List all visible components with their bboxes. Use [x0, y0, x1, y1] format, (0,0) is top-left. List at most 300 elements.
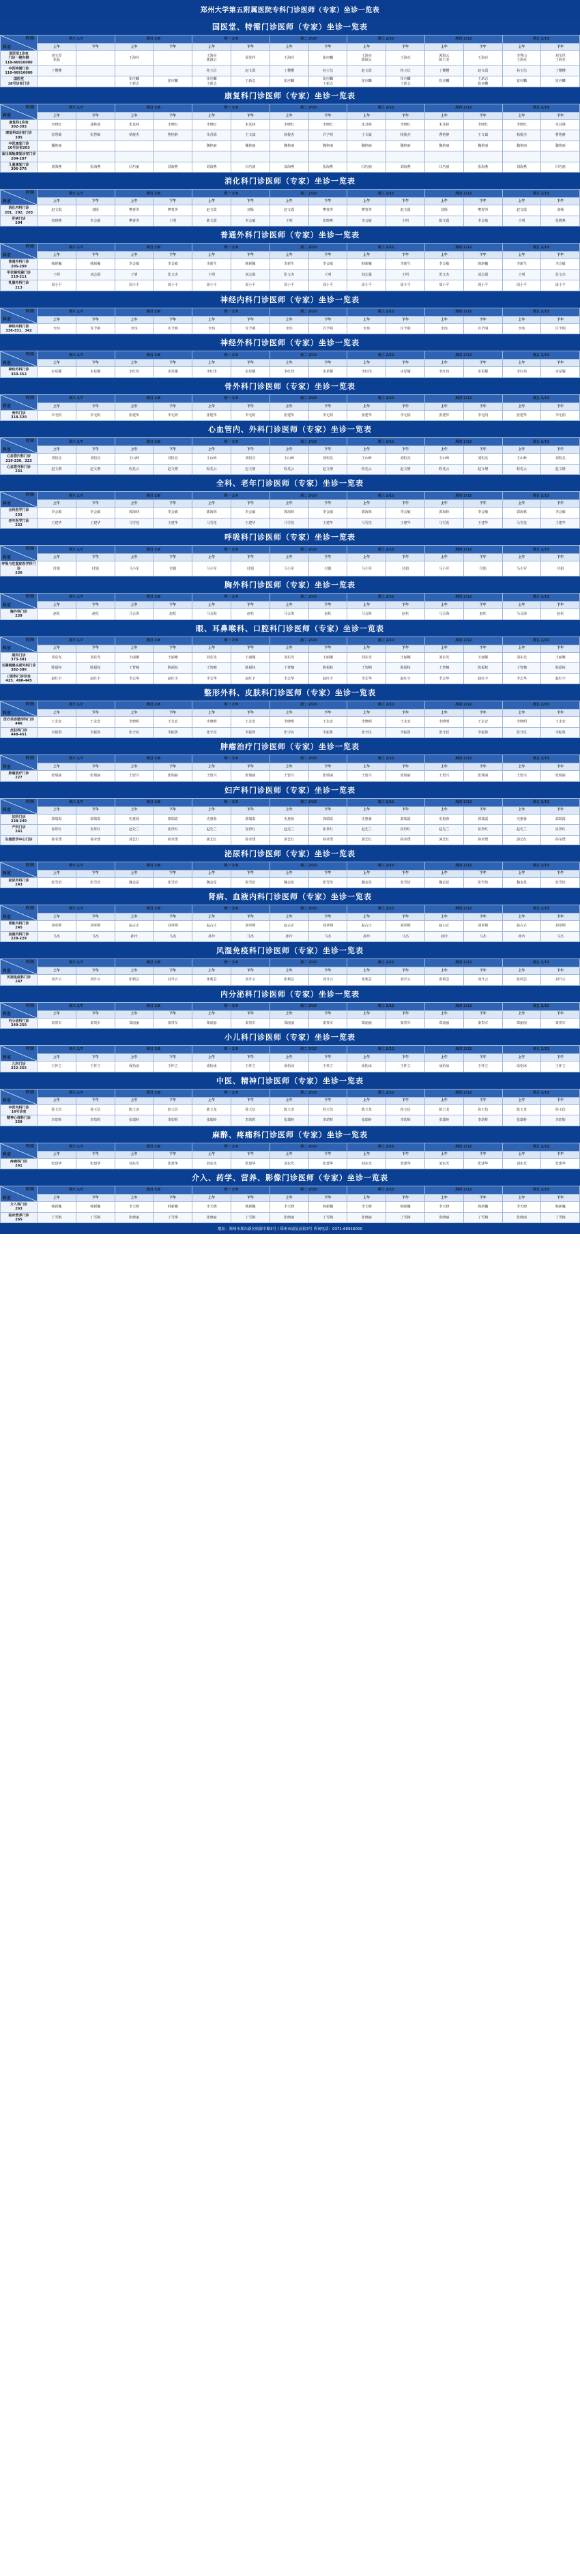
- doctor-cell[interactable]: 赵文增: [154, 464, 192, 475]
- doctor-cell[interactable]: 李无阴: [463, 410, 502, 421]
- doctor-cell[interactable]: 张晓丽: [115, 1212, 154, 1223]
- doctor-cell[interactable]: 朱其林: [425, 119, 464, 130]
- doctor-cell[interactable]: 周小平: [192, 280, 231, 291]
- doctor-cell[interactable]: 刘宝厚 王海亮: [541, 51, 580, 66]
- doctor-cell[interactable]: 王智楠: [270, 663, 308, 674]
- doctor-cell[interactable]: 王山岭: [347, 454, 386, 465]
- doctor-cell[interactable]: 崔世红: [463, 825, 502, 836]
- doctor-cell[interactable]: 周小平: [308, 280, 347, 291]
- doctor-cell[interactable]: 陈福权: [231, 663, 270, 674]
- doctor-cell[interactable]: 刘杨: [76, 205, 115, 216]
- doctor-cell[interactable]: 韩新巍: [38, 259, 76, 270]
- doctor-cell[interactable]: 陈福权: [386, 663, 425, 674]
- doctor-cell[interactable]: 张建华: [425, 410, 464, 421]
- doctor-cell[interactable]: 樊春笋: [115, 205, 154, 216]
- doctor-cell[interactable]: 王留兴: [270, 771, 308, 782]
- doctor-cell[interactable]: 马杰: [38, 931, 76, 942]
- doctor-cell[interactable]: 马会海: [192, 609, 231, 620]
- doctor-cell[interactable]: 王智楠: [347, 663, 386, 674]
- doctor-cell[interactable]: 王永安: [463, 717, 502, 728]
- doctor-cell[interactable]: 王留兴: [347, 771, 386, 782]
- doctor-cell[interactable]: 崔应麟: [308, 51, 347, 66]
- doctor-cell[interactable]: 王海亮: [270, 51, 308, 66]
- doctor-cell[interactable]: 刘东光: [425, 1158, 464, 1169]
- doctor-cell[interactable]: 李玮: [502, 323, 541, 334]
- doctor-cell[interactable]: 陈福权: [308, 663, 347, 674]
- doctor-cell[interactable]: 孙玲: [502, 931, 541, 942]
- doctor-cell[interactable]: 刘海燕: [502, 162, 541, 173]
- doctor-cell[interactable]: 崔应麟 王新志: [386, 76, 425, 87]
- doctor-cell[interactable]: 李无阴: [76, 410, 115, 421]
- doctor-cell[interactable]: 张建华: [270, 410, 308, 421]
- doctor-cell[interactable]: 孙玉信: [541, 1104, 580, 1115]
- doctor-cell[interactable]: 史惠蓉: [192, 814, 231, 825]
- doctor-cell[interactable]: 步星耀: [386, 367, 425, 378]
- doctor-cell[interactable]: 崔世红: [154, 825, 192, 836]
- doctor-cell[interactable]: 王留兴: [192, 771, 231, 782]
- doctor-cell[interactable]: 李红伟: [115, 367, 154, 378]
- doctor-cell[interactable]: 张建华: [115, 410, 154, 421]
- doctor-cell[interactable]: 王明: [115, 269, 154, 280]
- doctor-cell[interactable]: 刘恒亮: [386, 454, 425, 465]
- doctor-cell[interactable]: 赵占正: [192, 921, 231, 932]
- doctor-cell[interactable]: 张瑞丽: [76, 771, 115, 782]
- doctor-cell[interactable]: 张建华: [192, 410, 231, 421]
- doctor-cell[interactable]: 朱其林: [347, 119, 386, 130]
- doctor-cell[interactable]: 马杰: [154, 931, 192, 942]
- doctor-cell[interactable]: 马小军: [115, 561, 154, 576]
- doctor-cell[interactable]: 步星耀: [154, 367, 192, 378]
- doctor-cell[interactable]: 王丽娜: [115, 652, 154, 663]
- doctor-cell[interactable]: 李无阴: [386, 410, 425, 421]
- doctor-cell[interactable]: 刘海燕: [38, 162, 76, 173]
- doctor-cell[interactable]: 郭海林: [115, 508, 154, 518]
- doctor-cell[interactable]: 赵文霞: [192, 205, 231, 216]
- doctor-cell[interactable]: 刘升云: [154, 975, 192, 986]
- doctor-cell[interactable]: 李会敏: [308, 508, 347, 518]
- doctor-cell[interactable]: 李天晓: [115, 1202, 154, 1213]
- doctor-cell[interactable]: 丁雪梅: [154, 1212, 192, 1223]
- doctor-cell[interactable]: 程兆云: [502, 464, 541, 475]
- doctor-cell[interactable]: 王新志 崔应麟: [463, 76, 502, 87]
- doctor-cell[interactable]: 赵文霞: [502, 205, 541, 216]
- doctor-cell[interactable]: 崔应麟 王新志: [115, 76, 154, 87]
- doctor-cell[interactable]: 李幼辉: [308, 1115, 347, 1126]
- doctor-cell[interactable]: 李会敏: [541, 259, 580, 270]
- doctor-cell[interactable]: 刘升云: [231, 975, 270, 986]
- doctor-cell[interactable]: 李玮: [347, 323, 386, 334]
- doctor-cell[interactable]: 秦贵军: [38, 1018, 76, 1029]
- doctor-cell[interactable]: 樊春笋: [115, 216, 154, 226]
- doctor-cell[interactable]: 赵占正: [347, 921, 386, 932]
- doctor-cell[interactable]: 李志华: [115, 673, 154, 684]
- doctor-cell[interactable]: 李会敏: [154, 508, 192, 518]
- doctor-cell[interactable]: 张文杰: [425, 269, 464, 280]
- doctor-cell[interactable]: 魏艳丽: [463, 141, 502, 151]
- doctor-cell[interactable]: 张瑞岭: [270, 1115, 308, 1126]
- doctor-cell[interactable]: 陈玉龙: [347, 1104, 386, 1115]
- doctor-cell[interactable]: 李志华: [270, 673, 308, 684]
- doctor-cell[interactable]: 李无阴: [231, 410, 270, 421]
- doctor-cell[interactable]: 陈福权: [38, 663, 76, 674]
- doctor-cell[interactable]: 赵松: [308, 609, 347, 620]
- doctor-cell[interactable]: 韩新巍: [38, 1202, 76, 1213]
- doctor-cell[interactable]: 李会敏: [463, 216, 502, 226]
- doctor-cell[interactable]: 步星耀: [38, 367, 76, 378]
- doctor-cell[interactable]: 刘东光: [502, 1158, 541, 1169]
- doctor-cell[interactable]: 秦贵军: [463, 1018, 502, 1029]
- doctor-cell[interactable]: 郑丽丽: [425, 1018, 464, 1029]
- doctor-cell[interactable]: 周小平: [154, 280, 192, 291]
- doctor-cell[interactable]: 王海亮 郭淑云: [192, 51, 231, 66]
- doctor-cell[interactable]: 张瑞丽: [541, 771, 580, 782]
- doctor-cell[interactable]: 付娟: [386, 561, 425, 576]
- doctor-cell[interactable]: 郭瑞霞: [541, 814, 580, 825]
- doctor-cell[interactable]: 李振鲁: [308, 727, 347, 738]
- doctor-cell[interactable]: 朱其林: [115, 119, 154, 130]
- doctor-cell[interactable]: 李会敏: [308, 259, 347, 270]
- doctor-cell[interactable]: 李幼辉: [38, 1115, 76, 1126]
- doctor-cell[interactable]: 赵文增: [76, 464, 115, 475]
- doctor-cell[interactable]: 张晓燕: [38, 216, 76, 226]
- doctor-cell[interactable]: 周发祥: [231, 51, 270, 66]
- doctor-cell[interactable]: 张雪培: [463, 877, 502, 888]
- doctor-cell[interactable]: 马杰: [76, 931, 115, 942]
- doctor-cell[interactable]: 赵文霞: [463, 65, 502, 76]
- doctor-cell[interactable]: 王明: [270, 216, 308, 226]
- doctor-cell[interactable]: 马小军: [347, 561, 386, 576]
- doctor-cell[interactable]: 丁樱樱: [270, 65, 308, 76]
- doctor-cell[interactable]: 王明: [154, 216, 192, 226]
- doctor-cell[interactable]: 赵文霞: [270, 205, 308, 216]
- doctor-cell[interactable]: 王怀立: [386, 1062, 425, 1072]
- doctor-cell[interactable]: 刘恒亮: [231, 454, 270, 465]
- doctor-cell[interactable]: 史惠蓉: [502, 814, 541, 825]
- doctor-cell[interactable]: 郭海林: [502, 508, 541, 518]
- doctor-cell[interactable]: 曹艳静: [154, 130, 192, 141]
- doctor-cell[interactable]: 周小平: [502, 280, 541, 291]
- doctor-cell[interactable]: 赵松: [154, 609, 192, 620]
- doctor-cell[interactable]: 张瑞岭: [425, 1115, 464, 1126]
- doctor-cell[interactable]: 陈福权: [463, 663, 502, 674]
- doctor-cell[interactable]: 李会敏: [115, 259, 154, 270]
- doctor-cell[interactable]: 丁樱樱: [38, 65, 76, 76]
- doctor-cell[interactable]: 丁雪梅: [463, 1212, 502, 1223]
- doctor-cell[interactable]: 李振鲁: [386, 727, 425, 738]
- doctor-cell[interactable]: 周小平: [425, 280, 464, 291]
- doctor-cell[interactable]: 郭艺红: [425, 835, 464, 845]
- doctor-cell[interactable]: [115, 151, 154, 162]
- doctor-cell[interactable]: 郭瑞霞: [463, 814, 502, 825]
- doctor-cell[interactable]: 赵先兰: [425, 825, 464, 836]
- doctor-cell[interactable]: 张守民: [192, 727, 231, 738]
- doctor-cell[interactable]: 许予明: [541, 323, 580, 334]
- doctor-cell[interactable]: 王丽娜: [154, 652, 192, 663]
- doctor-cell[interactable]: 李晓红: [386, 119, 425, 130]
- doctor-cell[interactable]: [308, 151, 347, 162]
- doctor-cell[interactable]: 孙玲: [115, 931, 154, 942]
- doctor-cell[interactable]: 赵松: [386, 609, 425, 620]
- doctor-cell[interactable]: 李会敏: [541, 508, 580, 518]
- doctor-cell[interactable]: 成怡冰: [192, 1062, 231, 1072]
- doctor-cell[interactable]: 王丽娜: [308, 652, 347, 663]
- doctor-cell[interactable]: 张瑞丽: [463, 771, 502, 782]
- doctor-cell[interactable]: 郑丽丽: [115, 1018, 154, 1029]
- doctor-cell[interactable]: 李天晓: [502, 1202, 541, 1213]
- doctor-cell[interactable]: 周小平: [386, 280, 425, 291]
- doctor-cell[interactable]: 张雪培: [386, 877, 425, 888]
- doctor-cell[interactable]: 李幼辉: [386, 1115, 425, 1126]
- doctor-cell[interactable]: 孙莹璞: [38, 835, 76, 845]
- doctor-cell[interactable]: 刘升云: [308, 975, 347, 986]
- doctor-cell[interactable]: 魏金星: [347, 877, 386, 888]
- doctor-cell[interactable]: 刘东光: [115, 1158, 154, 1169]
- doctor-cell[interactable]: 李新生: [192, 259, 231, 270]
- doctor-cell[interactable]: 周小平: [463, 280, 502, 291]
- doctor-cell[interactable]: 张文杰: [541, 269, 580, 280]
- doctor-cell[interactable]: [154, 65, 192, 76]
- doctor-cell[interactable]: 李玮: [115, 323, 154, 334]
- doctor-cell[interactable]: 李新生: [502, 259, 541, 270]
- doctor-cell[interactable]: 张雪培: [231, 877, 270, 888]
- doctor-cell[interactable]: 马杰: [308, 931, 347, 942]
- doctor-cell[interactable]: 李志华: [192, 673, 231, 684]
- doctor-cell[interactable]: 程兆云: [192, 464, 231, 475]
- doctor-cell[interactable]: 王山岭: [115, 454, 154, 465]
- doctor-cell[interactable]: [425, 151, 464, 162]
- doctor-cell[interactable]: 李玮: [192, 323, 231, 334]
- doctor-cell[interactable]: 曹艳静: [541, 130, 580, 141]
- doctor-cell[interactable]: 丁雪梅: [231, 1212, 270, 1223]
- doctor-cell[interactable]: 魏艳丽: [386, 141, 425, 151]
- doctor-cell[interactable]: 孙莹璞: [463, 835, 502, 845]
- doctor-cell[interactable]: 张晓燕: [541, 216, 580, 226]
- doctor-cell[interactable]: [76, 141, 115, 151]
- doctor-cell[interactable]: 孙莹璞: [541, 835, 580, 845]
- doctor-cell[interactable]: 李晓红: [154, 119, 192, 130]
- doctor-cell[interactable]: 王怀立: [308, 1062, 347, 1072]
- doctor-cell[interactable]: 周小平: [231, 280, 270, 291]
- doctor-cell[interactable]: 李志华: [425, 673, 464, 684]
- doctor-cell[interactable]: 王明: [192, 269, 231, 280]
- doctor-cell[interactable]: 付娟: [76, 561, 115, 576]
- doctor-cell[interactable]: 郭艺红: [270, 835, 308, 845]
- doctor-cell[interactable]: 赵松: [463, 609, 502, 620]
- doctor-cell[interactable]: 刘东光: [38, 652, 76, 663]
- doctor-cell[interactable]: [115, 65, 154, 76]
- doctor-cell[interactable]: 孙玉信: [76, 1104, 115, 1115]
- doctor-cell[interactable]: 张莉芸: [192, 975, 231, 986]
- doctor-cell[interactable]: 韩新巍: [386, 1202, 425, 1213]
- doctor-cell[interactable]: 丁雪梅: [386, 1212, 425, 1223]
- doctor-cell[interactable]: 郭海林: [347, 508, 386, 518]
- doctor-cell[interactable]: 王山岭: [425, 454, 464, 465]
- doctor-cell[interactable]: 郑丽丽: [270, 1018, 308, 1029]
- doctor-cell[interactable]: 魏艳丽: [425, 141, 464, 151]
- doctor-cell[interactable]: 王明: [38, 269, 76, 280]
- doctor-cell[interactable]: 马小军: [425, 561, 464, 576]
- doctor-cell[interactable]: 赵占正: [502, 921, 541, 932]
- doctor-cell[interactable]: 张建华: [231, 1158, 270, 1169]
- doctor-cell[interactable]: 张瑞丽: [386, 771, 425, 782]
- doctor-cell[interactable]: 王智楠: [425, 663, 464, 674]
- doctor-cell[interactable]: 步星耀: [541, 367, 580, 378]
- doctor-cell[interactable]: 王丽娜: [541, 652, 580, 663]
- doctor-cell[interactable]: 李振鲁: [76, 727, 115, 738]
- doctor-cell[interactable]: [463, 151, 502, 162]
- doctor-cell[interactable]: 赵红宇: [76, 673, 115, 684]
- doctor-cell[interactable]: 步星耀: [231, 367, 270, 378]
- doctor-cell[interactable]: 王永安: [386, 717, 425, 728]
- doctor-cell[interactable]: 李振鲁: [541, 727, 580, 738]
- doctor-cell[interactable]: 陈福权: [154, 663, 192, 674]
- doctor-cell[interactable]: 朱其林: [231, 119, 270, 130]
- doctor-cell[interactable]: 张海燕: [308, 162, 347, 173]
- doctor-cell[interactable]: 刘杨: [425, 205, 464, 216]
- doctor-cell[interactable]: 许予明: [76, 323, 115, 334]
- doctor-cell[interactable]: [76, 51, 115, 66]
- doctor-cell[interactable]: 史惠蓉: [115, 814, 154, 825]
- doctor-cell[interactable]: 史惠蓉: [347, 814, 386, 825]
- doctor-cell[interactable]: 张瑞岭: [115, 1115, 154, 1126]
- doctor-cell[interactable]: 刘章锁: [231, 921, 270, 932]
- doctor-cell[interactable]: 朱香娟: [192, 130, 231, 141]
- doctor-cell[interactable]: 王丽娜: [463, 652, 502, 663]
- doctor-cell[interactable]: 周小平: [270, 280, 308, 291]
- doctor-cell[interactable]: 刘杨: [231, 205, 270, 216]
- doctor-cell[interactable]: 马雪莲: [347, 518, 386, 529]
- doctor-cell[interactable]: 李会敏: [76, 216, 115, 226]
- doctor-cell[interactable]: 崔应麟: [425, 76, 464, 87]
- doctor-cell[interactable]: 周小平: [115, 280, 154, 291]
- doctor-cell[interactable]: 张海燕: [463, 162, 502, 173]
- doctor-cell[interactable]: 赵红宇: [308, 673, 347, 684]
- doctor-cell[interactable]: 张雪培: [308, 877, 347, 888]
- doctor-cell[interactable]: 魏金星: [270, 877, 308, 888]
- doctor-cell[interactable]: 张建华: [308, 1158, 347, 1169]
- doctor-cell[interactable]: 赵文增: [308, 464, 347, 475]
- doctor-cell[interactable]: 郭瑞霞: [231, 814, 270, 825]
- doctor-cell[interactable]: 赵占正: [270, 921, 308, 932]
- doctor-cell[interactable]: 许予明: [463, 323, 502, 334]
- doctor-cell[interactable]: 王山岭: [270, 454, 308, 465]
- doctor-cell[interactable]: 赵先兰: [115, 825, 154, 836]
- doctor-cell[interactable]: 孙玉信: [308, 1104, 347, 1115]
- doctor-cell[interactable]: 李会敏: [386, 508, 425, 518]
- doctor-cell[interactable]: 孙玉信: [192, 65, 231, 76]
- doctor-cell[interactable]: 马会海: [502, 609, 541, 620]
- doctor-cell[interactable]: 许予明: [386, 323, 425, 334]
- doctor-cell[interactable]: 崔世红: [38, 825, 76, 836]
- doctor-cell[interactable]: 刘东光: [425, 652, 464, 663]
- doctor-cell[interactable]: 闫巧丽: [231, 162, 270, 173]
- doctor-cell[interactable]: 陈玉龙: [115, 1104, 154, 1115]
- doctor-cell[interactable]: 丁雪梅: [541, 1212, 580, 1223]
- doctor-cell[interactable]: 赵占正: [425, 921, 464, 932]
- doctor-cell[interactable]: 李玮: [270, 323, 308, 334]
- doctor-cell[interactable]: 秦贵军: [76, 1018, 115, 1029]
- doctor-cell[interactable]: 张晓燕: [308, 216, 347, 226]
- doctor-cell[interactable]: 李会敏: [231, 508, 270, 518]
- doctor-cell[interactable]: 张守民: [502, 727, 541, 738]
- doctor-cell[interactable]: 李无阴: [541, 410, 580, 421]
- doctor-cell[interactable]: 王建华: [231, 518, 270, 529]
- doctor-cell[interactable]: 马会海: [425, 609, 464, 620]
- doctor-cell[interactable]: 赵文霞: [347, 65, 386, 76]
- doctor-cell[interactable]: 李无阴: [308, 410, 347, 421]
- doctor-cell[interactable]: 赵文霞: [231, 65, 270, 76]
- doctor-cell[interactable]: 刘章锁: [308, 921, 347, 932]
- doctor-cell[interactable]: [386, 151, 425, 162]
- doctor-cell[interactable]: 王智楠: [115, 663, 154, 674]
- doctor-cell[interactable]: 付娟: [154, 561, 192, 576]
- doctor-cell[interactable]: 韩新巍: [154, 1202, 192, 1213]
- doctor-cell[interactable]: 李红伟: [425, 367, 464, 378]
- doctor-cell[interactable]: 秦贵军: [308, 1018, 347, 1029]
- doctor-cell[interactable]: 樊春笋: [154, 205, 192, 216]
- doctor-cell[interactable]: 杨俊杰: [386, 130, 425, 141]
- doctor-cell[interactable]: 丁雪梅: [38, 1212, 76, 1223]
- doctor-cell[interactable]: 李振鲁: [463, 727, 502, 738]
- doctor-cell[interactable]: 刘升云: [386, 975, 425, 986]
- doctor-cell[interactable]: 程兆云: [115, 464, 154, 475]
- doctor-cell[interactable]: 张莉芸: [347, 975, 386, 986]
- doctor-cell[interactable]: 崔应麟 王新志: [308, 76, 347, 87]
- doctor-cell[interactable]: 张建华: [76, 1158, 115, 1169]
- doctor-cell[interactable]: 李晓红: [270, 119, 308, 130]
- doctor-cell[interactable]: 李新生: [386, 259, 425, 270]
- doctor-cell[interactable]: 郭瑞霞: [38, 814, 76, 825]
- doctor-cell[interactable]: 赵文增: [386, 464, 425, 475]
- doctor-cell[interactable]: 李幼辉: [231, 1115, 270, 1126]
- doctor-cell[interactable]: 秦贵军: [386, 1018, 425, 1029]
- doctor-cell[interactable]: 丁雪梅: [76, 1212, 115, 1223]
- doctor-cell[interactable]: 孙玲: [425, 931, 464, 942]
- doctor-cell[interactable]: 闫巧丽: [115, 162, 154, 173]
- doctor-cell[interactable]: 李新生: [270, 259, 308, 270]
- doctor-cell[interactable]: 李振鲁: [231, 727, 270, 738]
- doctor-cell[interactable]: 杨俊杰: [270, 130, 308, 141]
- doctor-cell[interactable]: 李天晓: [192, 1202, 231, 1213]
- doctor-cell[interactable]: 张瑞岭: [192, 1115, 231, 1126]
- doctor-cell[interactable]: [192, 151, 231, 162]
- doctor-cell[interactable]: 王海亮: [386, 51, 425, 66]
- doctor-cell[interactable]: 李晓明: [270, 717, 308, 728]
- doctor-cell[interactable]: 李晓明: [192, 717, 231, 728]
- doctor-cell[interactable]: 赵先兰: [192, 825, 231, 836]
- doctor-cell[interactable]: 周小平: [541, 280, 580, 291]
- doctor-cell[interactable]: 成怡冰: [270, 1062, 308, 1072]
- doctor-cell[interactable]: 魏艳丽: [270, 141, 308, 151]
- doctor-cell[interactable]: 王建华: [76, 518, 115, 529]
- doctor-cell[interactable]: 陈福权: [541, 663, 580, 674]
- doctor-cell[interactable]: 张建华: [347, 410, 386, 421]
- doctor-cell[interactable]: 孙玲: [347, 931, 386, 942]
- doctor-cell[interactable]: 成怡冰: [115, 1062, 154, 1072]
- doctor-cell[interactable]: 李幼辉: [463, 1115, 502, 1126]
- doctor-cell[interactable]: 刘章锁: [76, 921, 115, 932]
- doctor-cell[interactable]: 王永安: [154, 717, 192, 728]
- doctor-cell[interactable]: 张晓丽: [347, 1212, 386, 1223]
- doctor-cell[interactable]: 刘东光: [347, 652, 386, 663]
- doctor-cell[interactable]: [154, 141, 192, 151]
- doctor-cell[interactable]: 孙莹璞: [231, 835, 270, 845]
- doctor-cell[interactable]: 马杰: [231, 931, 270, 942]
- doctor-cell[interactable]: 刘东光: [270, 652, 308, 663]
- doctor-cell[interactable]: 王海亮: [463, 51, 502, 66]
- doctor-cell[interactable]: 樊春笋: [308, 205, 347, 216]
- doctor-cell[interactable]: 张莉芸: [425, 975, 464, 986]
